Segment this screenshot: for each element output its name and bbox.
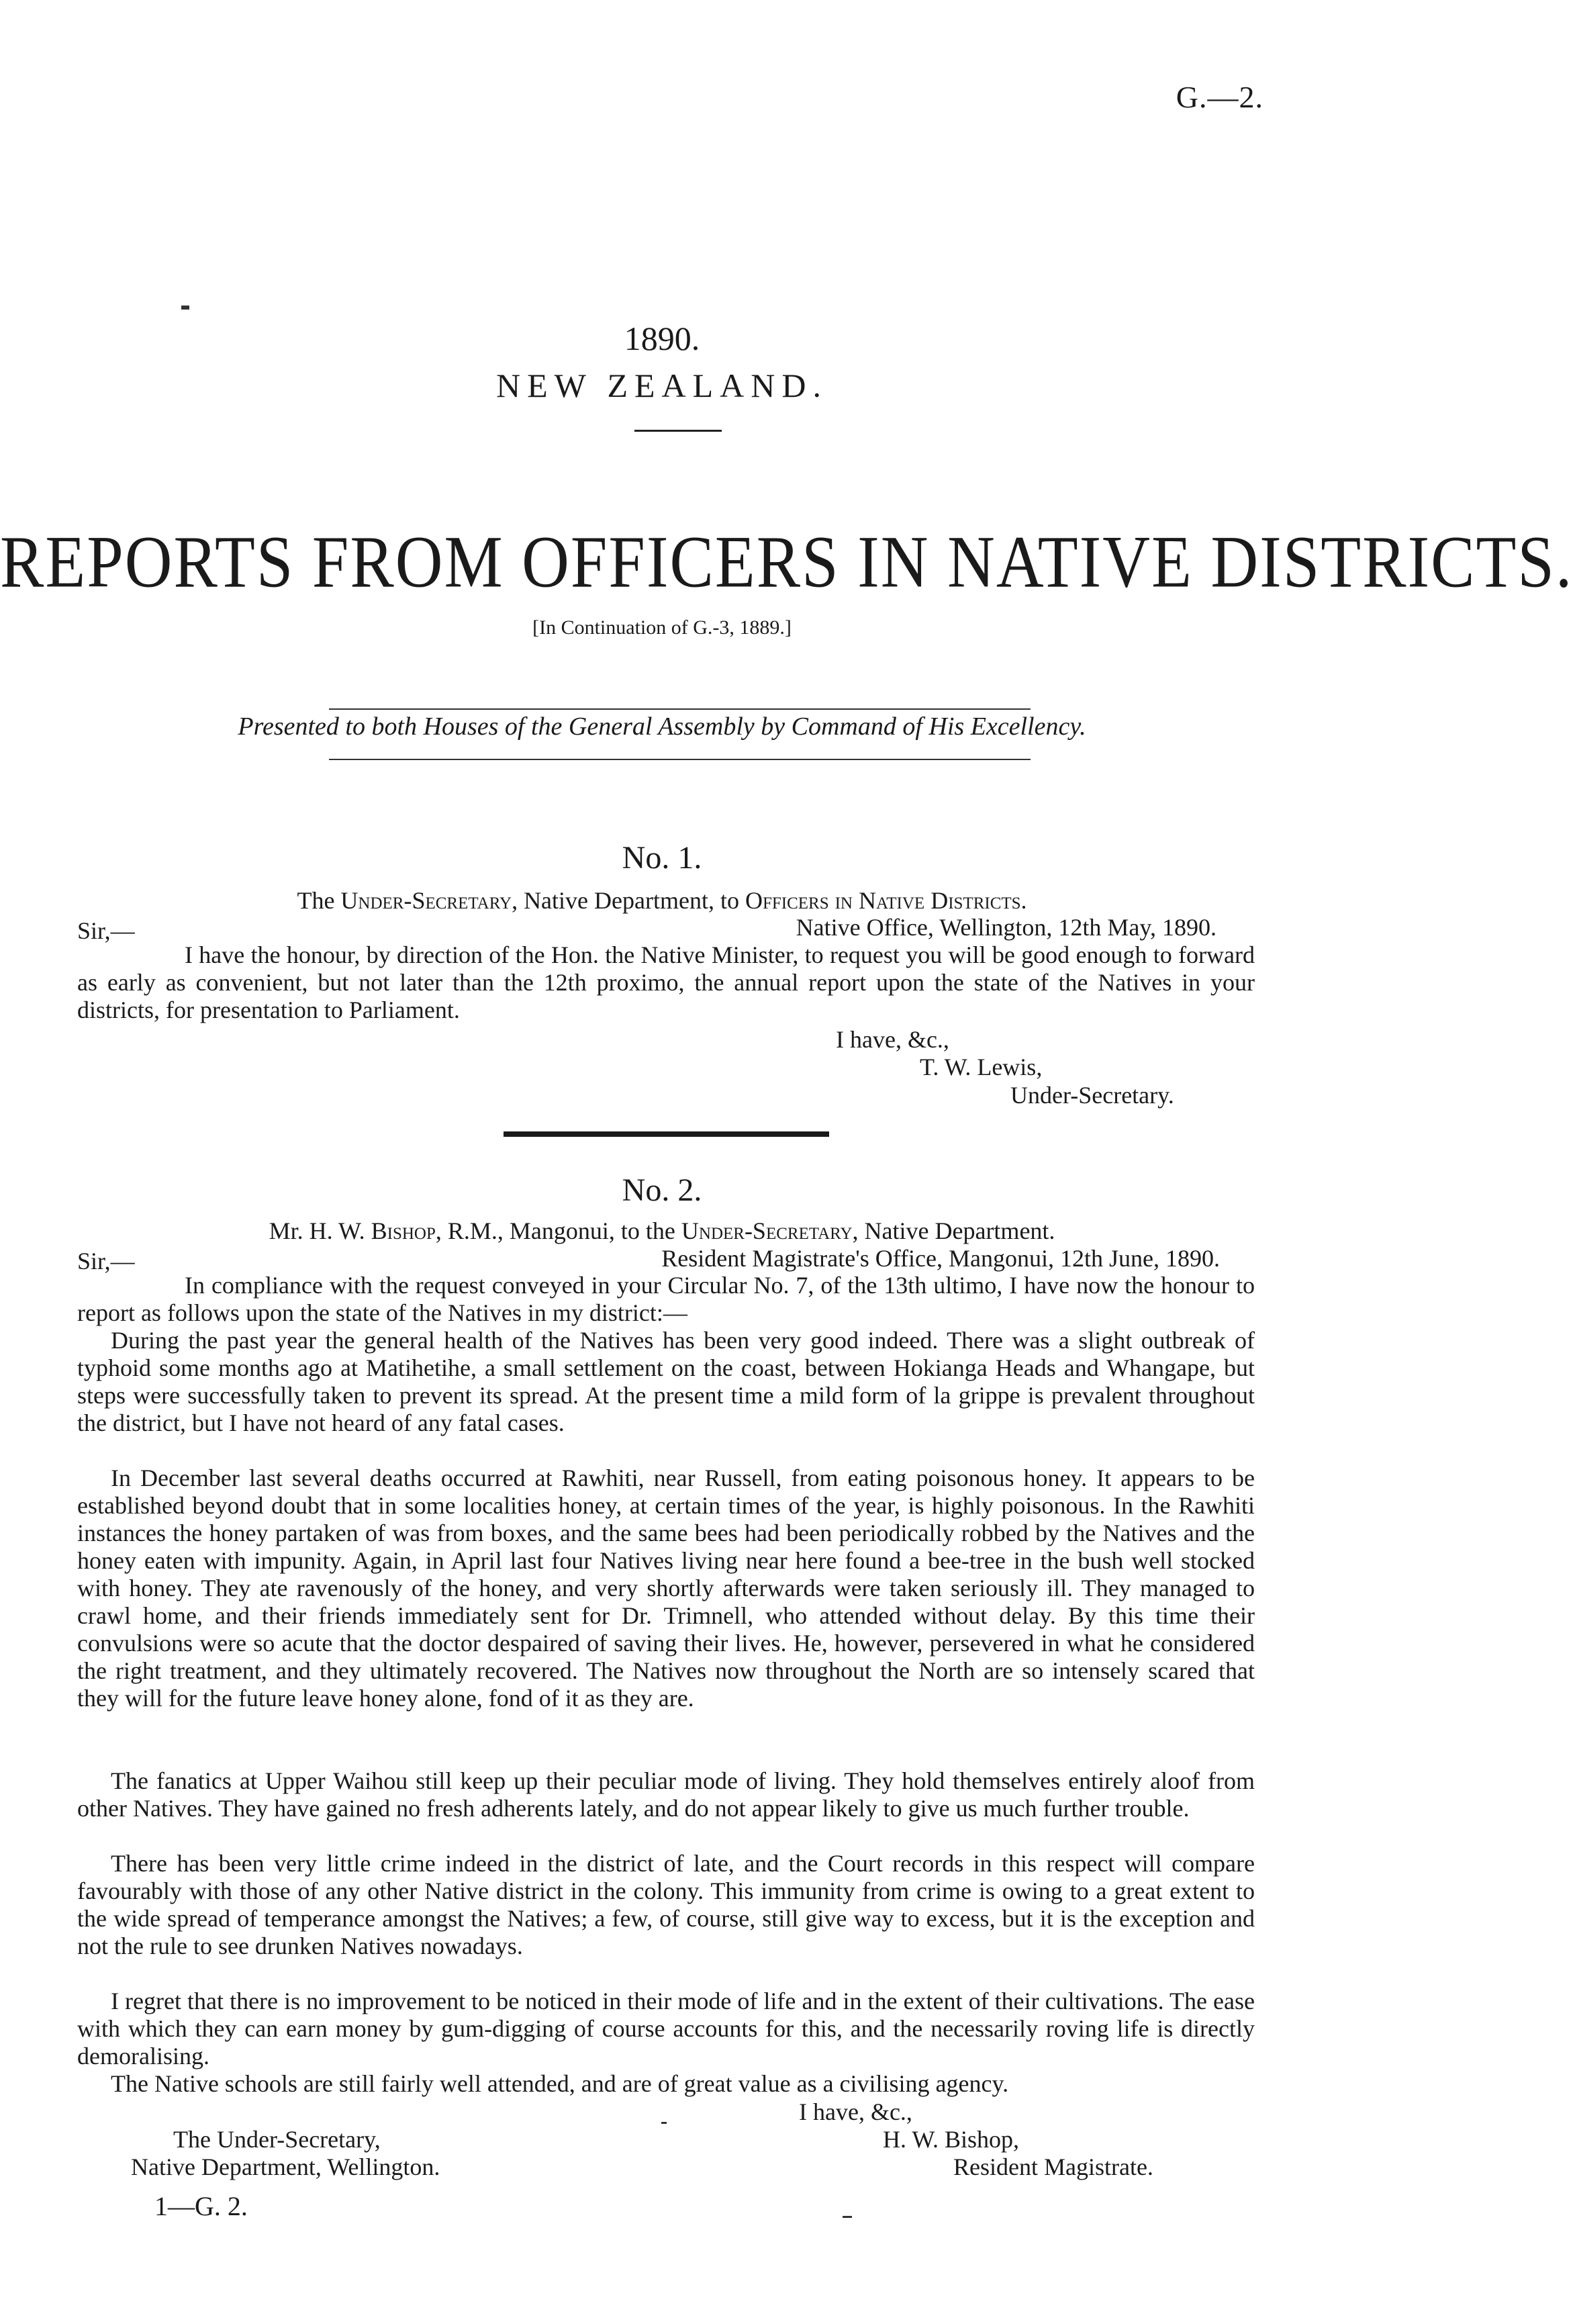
country-heading: NEW ZEALAND. [496,367,828,404]
letter-1-salutation: Sir,— [77,917,135,944]
report-title: REPORTS FROM OFFICERS IN NATIVE DISTRICTS. [0,522,1573,604]
letter-1-role: Under-Secretary. [1010,1082,1174,1109]
letter-2-dateline: Resident Magistrate's Office, Mangonui, 12th June, 1890. [661,1245,1220,1272]
print-speck [661,2122,667,2124]
letter-1-signature: T. W. Lewis, [920,1054,1043,1080]
letter-1-body: I have the honour, by direction of the Hon. the Native Minister, to request you will be good enough to forward as early as convenient, but not later than the 12th proximo, the annual report upon the state of the Natives in your districts, for presentation to Parliament. [77,941,1255,1023]
letter-2-paragraph: There has been very little crime indeed in the district of late, and the Court records in this respect will compare favourably with those of any other Native district in the colony. This immunity from crime is owing to a great extent to the wide spread of temperance amongst the Natives; a few, of course, still give way to excess, but it is the exception and not the rule to see drunken Natives nowadays. [77,1850,1255,1959]
letter-2-role: Resident Magistrate. [953,2153,1153,2180]
divider-short [634,430,722,432]
letter-2-paragraph: The Native schools are still fairly well attended, and are of great value as a civilising agency. [111,2070,1009,2097]
letter-2-salutation: Sir,— [77,1248,135,1274]
sheet-signature-mark: 1—G. 2. [154,2191,248,2221]
recipient-line-1: The Under-Secretary, [173,2126,381,2153]
letter-1-number: No. 1. [622,840,702,876]
letter-2-signature: H. W. Bishop, [883,2126,1020,2153]
print-speck [181,306,189,310]
letter-2-paragraph: In December last several deaths occurred at Rawhiti, near Russell, from eating poisonous honey. It appears to be established beyond doubt that in some localities honey, at certain times of the year, is highly poisonous. In the Rawhiti instances the honey partaken of was from boxes, and the same bees had been periodically robbed by the Natives and the honey eaten with impunity. Again, in April last four Natives living near here found a bee-tree in the bush well stocked with honey. They ate ravenously of the honey, and very shortly afterwards were taken seriously ill. They managed to crawl home, and their friends immediately sent for Dr. Trimnell, who attended without delay. By this time their convulsions were so acute that the doctor despaired of saving their lives. He, however, persevered in what he considered the right treatment, and they ultimately recovered. The Natives now throughout the North are so intensely scared that they will for the future leave honey alone, fond of it as they are. [77,1465,1255,1712]
letter-2-paragraph: During the past year the general health of the Natives has been very good indeed. There was a slight outbreak of typhoid some months ago at Matihetihe, a small settlement on the coast, between Hokianga Heads and Whangape, but steps were successfully taken to prevent its spread. At the present time a mild form of la grippe is prevalent throughout the district, but I have not heard of any fatal cases. [77,1327,1255,1436]
divider-presented-top [329,708,1031,710]
letter-1-closing: I have, &c., [836,1026,949,1053]
letter-1-address: The Under-Secretary, Native Department, to Officers in Native Districts. [297,887,1027,914]
letter-2-paragraph: The fanatics at Upper Waihou still keep up their peculiar mode of living. They hold themselves entirely aloof from other Natives. They have gained no fresh adherents lately, and do not appear likely to give us much further trouble. [77,1767,1255,1822]
letter-2-number: No. 2. [622,1172,702,1208]
letter-2-closing: I have, &c., [799,2098,912,2125]
divider-between-letters [504,1131,829,1137]
letter-2-address: Mr. H. W. Bishop, R.M., Mangonui, to the Under-Secretary, Native Department. [269,1217,1055,1244]
report-subtitle: [In Continuation of G.-3, 1889.] [532,616,792,639]
letter-2-paragraph: In compliance with the request conveyed in your Circular No. 7, of the 13th ultimo, I have now the honour to report as follows upon the state of the Natives in my district:— [77,1272,1255,1326]
divider-presented-bottom [329,759,1031,760]
letter-1-dateline: Native Office, Wellington, 12th May, 1890. [796,914,1217,941]
letter-2-paragraph: I regret that there is no improvement to be noticed in their mode of life and in the extent of their cultivations. The ease with which they can earn money by gum-digging of course accounts for this, and the necessarily roving life is directly demoralising. [77,1988,1255,2070]
recipient-line-2: Native Department, Wellington. [131,2153,440,2180]
year-heading: 1890. [624,320,700,357]
print-speck [843,2216,852,2218]
presented-line: Presented to both Houses of the General Assembly by Command of His Excellency. [238,712,1086,741]
page-reference: G.—2. [1176,80,1264,114]
